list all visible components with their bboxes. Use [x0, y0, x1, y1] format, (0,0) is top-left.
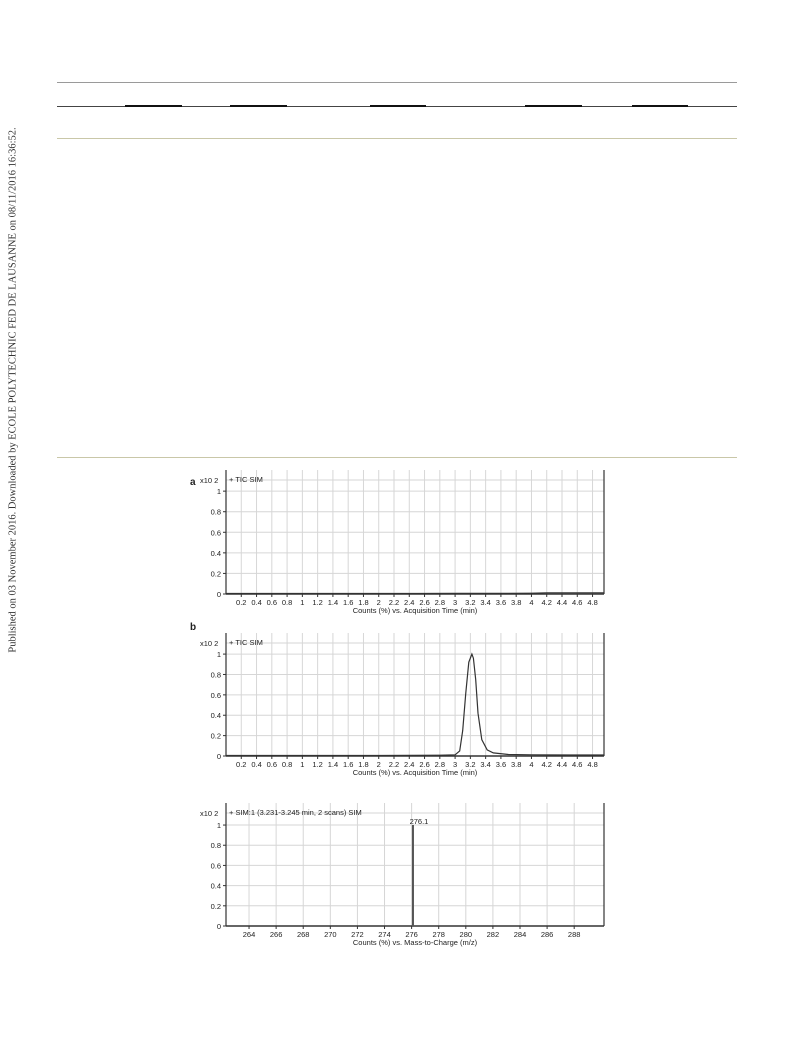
x-tick-label: 286 [540, 930, 554, 939]
y-tick-label: 0.8 [210, 507, 221, 517]
x-tick-label: 268 [296, 930, 310, 939]
x-tick-label: 2.6 [419, 760, 430, 769]
x-tick-label: 276 [405, 930, 418, 939]
x-tick-label: 1.6 [342, 598, 354, 607]
x-tick-label: 264 [242, 930, 256, 939]
x-tick-label: 282 [486, 930, 500, 939]
x-tick-label: 288 [567, 930, 581, 939]
x-tick-label: 1 [300, 598, 305, 607]
x-tick-label: 1.2 [312, 760, 323, 769]
x-tick-label: 1.8 [358, 598, 369, 607]
x-tick-label: 3 [453, 598, 458, 607]
y-tick-label: 0.6 [210, 528, 221, 538]
x-tick-label: 4.2 [541, 760, 552, 769]
x-tick-label: 4.6 [572, 760, 583, 769]
x-axis-title: Counts (%) vs. Acquisition Time (min) [352, 768, 478, 777]
y-tick-label: 0.2 [210, 731, 221, 741]
x-tick-label: 2 [376, 760, 381, 769]
x-tick-label: 3.2 [465, 598, 476, 607]
x-tick-label: 3.2 [465, 760, 476, 769]
x-tick-label: 2.8 [434, 760, 446, 769]
x-tick-label: 0.8 [281, 598, 293, 607]
x-tick-label: 278 [432, 930, 445, 939]
y-multiplier-label: x10 2 [200, 809, 219, 818]
x-tick-label: 3 [453, 760, 458, 769]
y-tick-label: 0.8 [210, 670, 221, 680]
x-tick-label: 2.4 [404, 760, 415, 769]
x-tick-label: 2.6 [419, 598, 430, 607]
y-tick-label: 1 [216, 821, 221, 831]
x-tick-label: 3.6 [495, 598, 507, 607]
x-tick-label: 0.6 [266, 760, 278, 769]
x-tick-label: 284 [513, 930, 527, 939]
x-tick-label: 1.2 [312, 598, 323, 607]
y-tick-label: 1 [216, 650, 221, 660]
x-tick-label: 1.8 [358, 760, 369, 769]
y-tick-label: 0 [216, 590, 221, 599]
x-tick-label: 2 [376, 598, 381, 607]
y-tick-label: 0.8 [210, 841, 221, 851]
x-tick-label: 3.8 [510, 760, 522, 769]
x-tick-label: 4.2 [541, 598, 552, 607]
y-tick-label: 0 [216, 922, 221, 931]
series-label: + TIC SIM [229, 475, 263, 484]
x-tick-label: 266 [269, 930, 283, 939]
y-tick-label: 0.6 [210, 690, 221, 700]
y-tick-label: 1 [216, 487, 221, 497]
data-series-line [226, 654, 604, 755]
x-tick-label: 3.4 [480, 598, 491, 607]
x-tick-label: 4 [529, 760, 534, 769]
y-tick-label: 0.6 [210, 861, 221, 871]
series-label: + TIC SIM [229, 638, 263, 647]
x-axis-title: Counts (%) vs. Acquisition Time (min) [352, 606, 478, 615]
x-tick-label: 0.2 [236, 760, 247, 769]
chart-panel-2 [223, 633, 604, 759]
x-tick-label: 2.2 [388, 598, 400, 607]
x-tick-label: 0.6 [266, 598, 278, 607]
x-tick-label: 4.4 [556, 760, 568, 769]
x-tick-label: 274 [378, 930, 391, 939]
panel-label-a: a [190, 477, 196, 488]
x-tick-label: 4.6 [572, 598, 583, 607]
x-tick-label: 3.4 [480, 760, 491, 769]
x-tick-label: 4.4 [556, 598, 568, 607]
download-stamp-text: Published on 03 November 2016. Downloaded by ECOLE POLYTECHNIC FED DE LAUSANNE on 08/11/2016 16:36:52. [7, 127, 19, 653]
x-tick-label: 0.8 [281, 760, 293, 769]
x-tick-label: 2.2 [388, 760, 400, 769]
y-multiplier-label: x10 2 [200, 476, 219, 485]
x-tick-label: 0.4 [251, 598, 262, 607]
x-tick-label: 3.6 [495, 760, 507, 769]
x-axis-title: Counts (%) vs. Mass-to-Charge (m/z) [352, 938, 478, 947]
y-tick-label: 0 [216, 752, 221, 761]
panel-label-b: b [190, 622, 197, 633]
x-tick-label: 280 [459, 930, 473, 939]
series-label: + SIM:1 (3.231-3.245 min, 2 scans) SIM [229, 808, 362, 817]
x-tick-label: 1 [300, 760, 305, 769]
x-tick-label: 0.2 [236, 598, 247, 607]
y-tick-label: 0.4 [210, 881, 221, 891]
peak-label: 276.1 [409, 817, 429, 827]
x-tick-label: 2.8 [434, 598, 446, 607]
x-tick-label: 1.4 [327, 598, 339, 607]
x-tick-label: 272 [351, 930, 364, 939]
data-series-line [226, 593, 604, 594]
y-tick-label: 0.4 [210, 711, 221, 721]
y-multiplier-label: x10 2 [200, 639, 219, 648]
x-tick-label: 0.4 [251, 760, 262, 769]
x-tick-label: 2.4 [404, 598, 415, 607]
x-tick-label: 1.4 [327, 760, 339, 769]
x-tick-label: 4.8 [587, 598, 598, 607]
x-tick-label: 270 [324, 930, 337, 939]
x-tick-label: 1.6 [342, 760, 354, 769]
y-tick-label: 0.2 [210, 569, 221, 579]
x-tick-label: 4 [529, 598, 534, 607]
x-tick-label: 3.8 [510, 598, 522, 607]
y-tick-label: 0.4 [210, 548, 221, 558]
x-tick-label: 4.8 [587, 760, 598, 769]
chart-panel-1 [223, 470, 604, 597]
y-tick-label: 0.2 [210, 901, 221, 911]
